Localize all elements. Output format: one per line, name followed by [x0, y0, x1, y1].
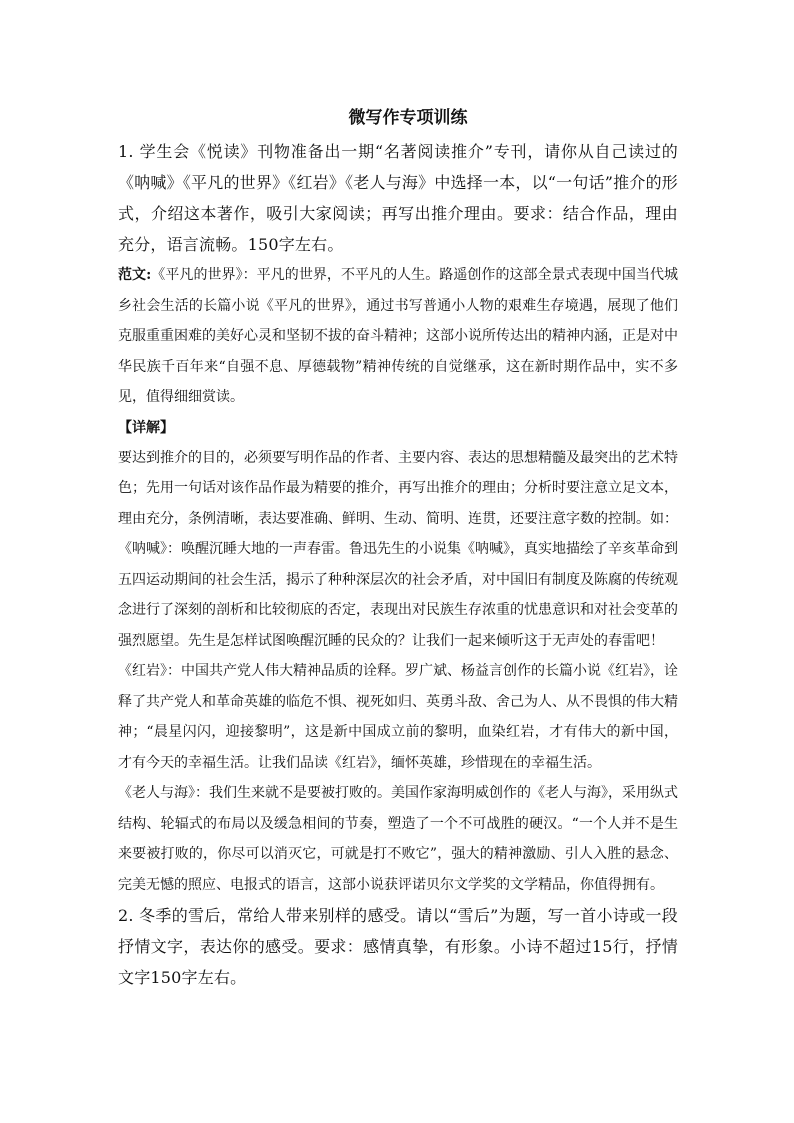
- question-number: 2.: [118, 906, 134, 925]
- detail-paragraph: 《红岩》：中国共产党人伟大精神品质的诠释。罗广斌、杨益言创作的长篇小说《红岩》，诠释了共产党人和革命英雄的临危不惧、视死如归、英勇斗敌、舍己为人、从不畏惧的伟大精神；“晨星闪闪，迎接黎明”，这是新中国成立前的黎明，血染红岩，才有伟大的新中国，才有今天的幸福生活。让我们品读《红岩》，缅怀英雄，珍惜现在的幸福生活。: [118, 663, 678, 771]
- document-page: [118, 100, 678, 993]
- sample-answer: [118, 260, 678, 413]
- detail-paragraph: 《呐喊》：唤醒沉睡大地的一声春雷。鲁迅先生的小说集《呐喊》，真实地描绘了辛亥革命到五四运动期间的社会生活，揭示了种种深层次的社会矛盾，对中国旧有制度及陈腐的传统观念进行了深刻的剖析和比较彻底的否定，表现出对民族生存浓重的忧患意识和对社会变革的强烈愿望。先生是怎样试图唤醒沉睡的民众的？让我们一起来倾听这于无声处的春雷吧！: [118, 541, 678, 649]
- sample-text: 《平凡的世界》：平凡的世界，不平凡的人生。路遥创作的这部全景式表现中国当代城乡社会生活的长篇小说《平凡的世界》，通过书写普通小人物的艰难生存境遇，展现了他们克服重重困难的美好心灵和坚韧不拔的奋斗精神；这部小说所传达出的精神内涵，正是对中华民族千百年来“自强不息、厚德载物”精神传统的自觉继承，这在新时期作品中，实不多见，值得细细赏读。: [118, 267, 678, 405]
- sample-label: 范文:: [118, 267, 152, 283]
- question-text: 学生会《悦读》刊物准备出一期“名著阅读推介”专刊，请你从自己读过的《呐喊》《平凡的世界》《红岩》《老人与海》中选择一本，以“一句话”推介的形式，介绍这本著作，吸引大家阅读；再写出推介理由。要求：结合作品，理由充分，语言流畅。150字左右。: [118, 142, 678, 254]
- question-text: 冬季的雪后，常给人带来别样的感受。请以“雪后”为题，写一首小诗或一段抒情文字，表达你的感受。要求：感情真挚，有形象。小诗不超过15行，抒情文字150字左右。: [118, 906, 678, 987]
- page-title: 微写作专项训练: [348, 108, 468, 128]
- detail-paragraph: 要达到推介的目的，必须要写明作品的作者、主要内容、表达的思想精髓及最突出的艺术特色；先用一句话对该作品作最为精要的推介，再写出推介的理由；分析时要注意立足文本，理由充分，条例清晰，表达要准确、鲜明、生动、简明、连贯，还要注意字数的控制。如：: [118, 449, 678, 527]
- question-2: [118, 900, 678, 993]
- question-1: [118, 136, 678, 260]
- detail-label: 【详解】: [118, 419, 174, 436]
- detail-paragraph: 《老人与海》：我们生来就不是要被打败的。美国作家海明威创作的《老人与海》，采用纵式结构、轮辐式的布局以及缓急相间的节奏，塑造了一个不可战胜的硬汉。“一个人并不是生来要被打败的，你尽可以消灭它，可就是打不败它”，强大的精神激励、引人入胜的悬念、完美无憾的照应、电报式的语言，这部小说获评诺贝尔文学奖的文学精品，你值得拥有。: [118, 785, 678, 893]
- question-number: 1.: [118, 142, 134, 161]
